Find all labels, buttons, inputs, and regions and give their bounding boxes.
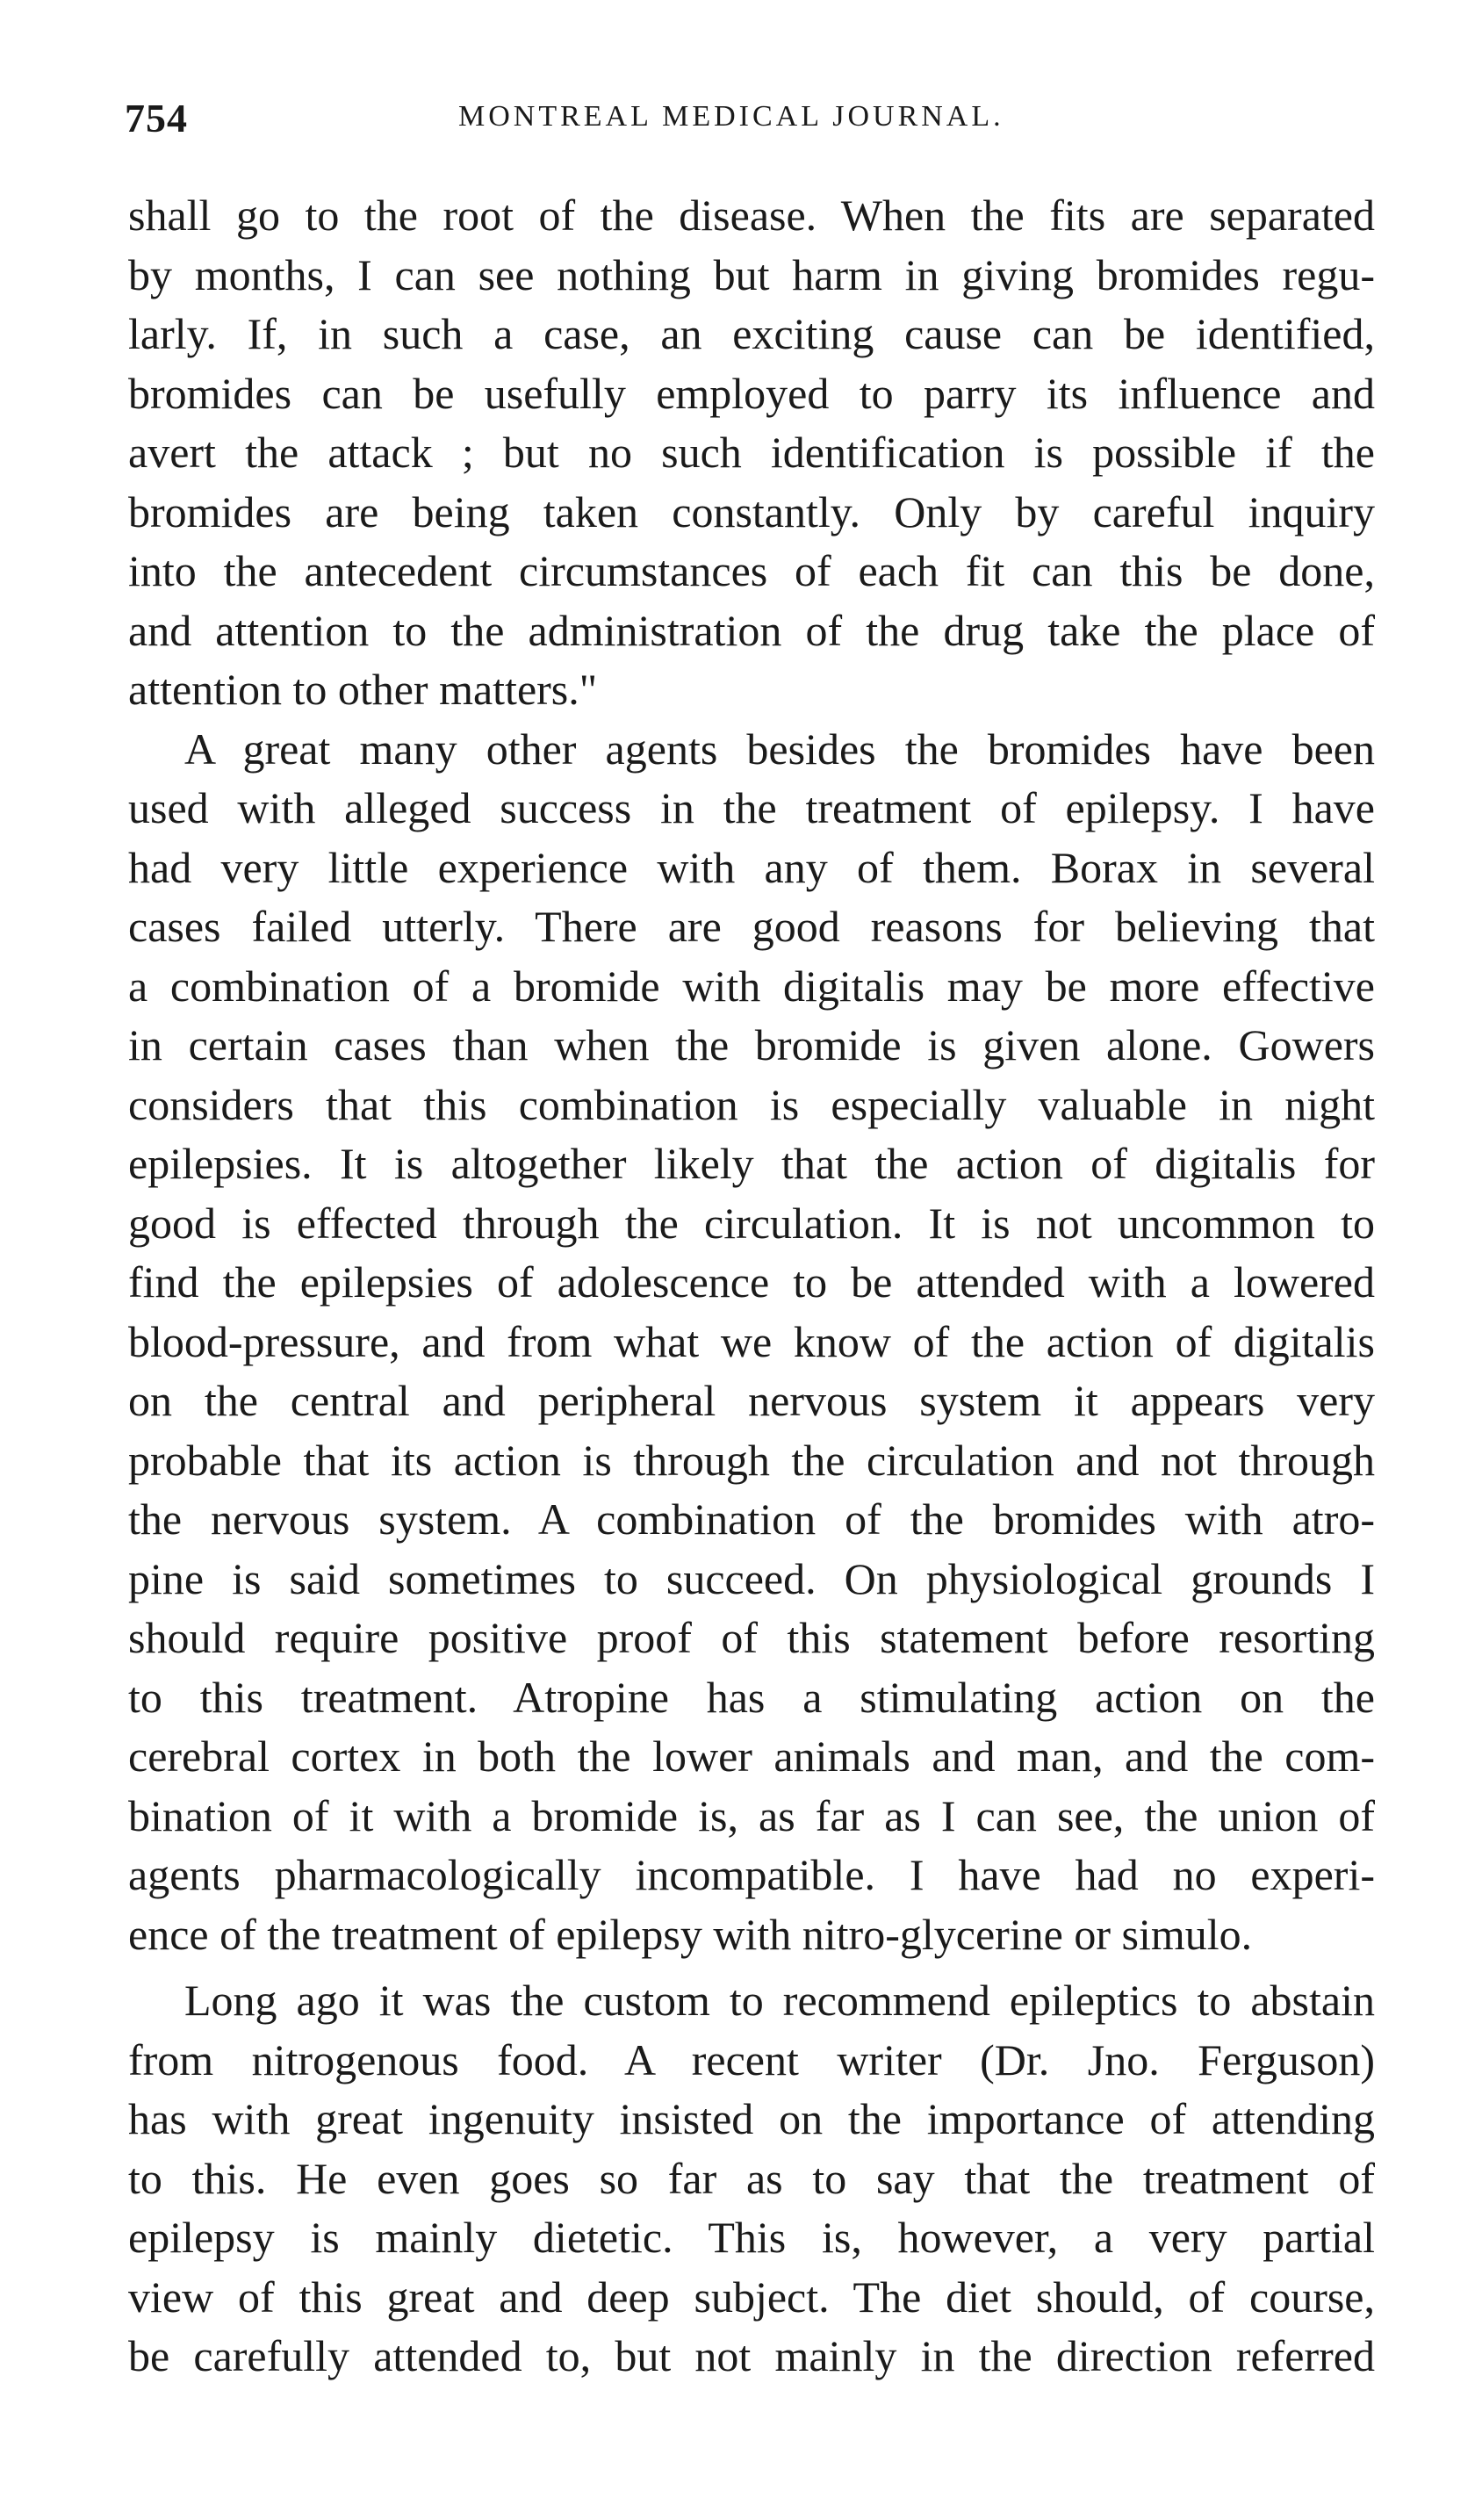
text-line: epilepsy is mainly dietetic. This is, however, a very partial [128, 2213, 1375, 2262]
paragraph-quotation-end [128, 186, 1375, 720]
text-line: bination of it with a bromide is, as far as I can see, the union of [128, 1790, 1375, 1840]
text-line: find the epilepsies of adolescence to be attended with a lowered [128, 1257, 1375, 1307]
paragraph-other-agents [128, 720, 1375, 1965]
text-line: had very little experience with any of them. Borax in several [128, 842, 1375, 892]
text-line: probable that its action is through the circulation and not through [128, 1435, 1375, 1485]
text-line: to this. He even goes so far as to say that the treatment of [128, 2153, 1375, 2203]
text-line: epilepsies. It is altogether likely that the action of digitalis for [128, 1139, 1375, 1188]
text-line: the nervous system. A combination of the bromides with atro- [128, 1494, 1375, 1544]
running-head [125, 95, 1371, 148]
paragraph-spacer [128, 1964, 1375, 1971]
text-line: agents pharmacologically incompatible. I have had no experi- [128, 1850, 1375, 1899]
text-line: bromides can be usefully employed to parry its influence and [128, 368, 1375, 418]
text-line: Long ago it was the custom to recommend epileptics to abstain [184, 1976, 1375, 2025]
paragraph-diet [128, 1971, 1375, 2387]
text-line: should require positive proof of this statement before resorting [128, 1613, 1375, 1662]
text-line: bromides are being taken constantly. Only by careful inquiry [128, 486, 1375, 536]
text-line: cases failed utterly. There are good reasons for believing that [128, 902, 1375, 951]
text-line: on the central and peripheral nervous system it appears very [128, 1376, 1375, 1425]
text-line: and attention to the administration of the drug take the place of [128, 605, 1375, 655]
text-line: larly. If, in such a case, an exciting cause can be identified, [128, 309, 1375, 358]
text-line: by months, I can see nothing but harm in giving bromides regu- [128, 249, 1375, 299]
text-line: considers that this combination is especially valuable in night [128, 1079, 1375, 1129]
text-line: view of this great and deep subject. The diet should, of course, [128, 2272, 1375, 2322]
text-line: a combination of a bromide with digitalis may be more effective [128, 961, 1375, 1011]
text-line: to this treatment. Atropine has a stimulating action on the [128, 1672, 1375, 1722]
text-line: blood-pressure, and from what we know of the action of digitalis [128, 1316, 1375, 1366]
text-line: cerebral cortex in both the lower animals and man, and the com- [128, 1732, 1375, 1781]
text-line: be carefully attended to, but not mainly in the direction referred [128, 2331, 1375, 2380]
text-line: pine is said sometimes to succeed. On physiological grounds I [128, 1553, 1375, 1603]
text-line: has with great ingenuity insisted on the importance of attending [128, 2094, 1375, 2143]
body-text [128, 186, 1375, 2387]
text-line: used with alleged success in the treatment of epilepsy. I have [128, 783, 1375, 832]
text-line: A great many other agents besides the bromides have been [184, 724, 1375, 774]
text-line: from nitrogenous food. A recent writer (Dr. Jno. Ferguson) [128, 2034, 1375, 2084]
text-line: attention to other matters." [128, 665, 598, 714]
page-number: 754 [125, 96, 188, 140]
text-line: into the antecedent circumstances of each fit can this be done, [128, 546, 1375, 595]
text-line: good is effected through the circulation. It is not uncommon to [128, 1198, 1375, 1248]
text-line: shall go to the root of the disease. When the fits are separated [128, 191, 1375, 240]
journal-title: MONTREAL MEDICAL JOURNAL. [458, 100, 1004, 133]
text-line: ence of the treatment of epilepsy with nitro-glycerine or simulo. [128, 1909, 1253, 1959]
text-line: in certain cases than when the bromide is given alone. Gowers [128, 1020, 1375, 1069]
text-line: avert the attack ; but no such identification is possible if the [128, 428, 1375, 477]
